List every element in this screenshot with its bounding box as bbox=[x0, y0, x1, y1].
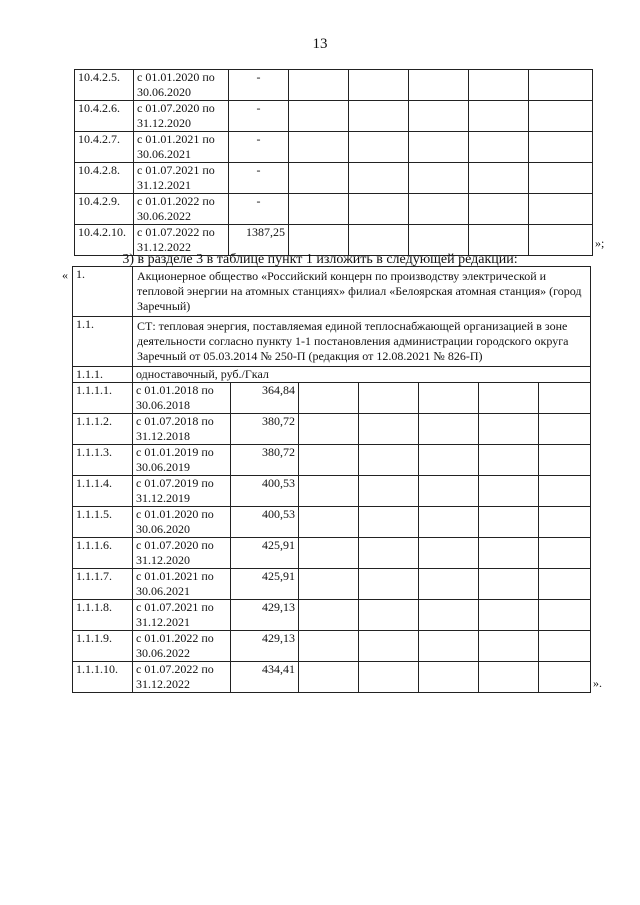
empty-cell bbox=[409, 194, 469, 225]
empty-cell bbox=[529, 132, 593, 163]
row-value: 400,53 bbox=[231, 476, 299, 507]
empty-cell bbox=[539, 631, 591, 662]
rate-type: одноставочный, руб./Гкал bbox=[133, 367, 591, 383]
table-row bbox=[73, 631, 591, 662]
row-code: 1.1.1.1. bbox=[73, 383, 133, 414]
empty-cell bbox=[359, 507, 419, 538]
table-row bbox=[73, 662, 591, 693]
empty-cell bbox=[349, 163, 409, 194]
table-row bbox=[73, 538, 591, 569]
row-period: с 01.07.2019 по 31.12.2019 bbox=[133, 476, 231, 507]
row-value: 1387,25 bbox=[229, 225, 289, 256]
row-value: 434,41 bbox=[231, 662, 299, 693]
row-code: 1.1.1.3. bbox=[73, 445, 133, 476]
empty-cell bbox=[529, 70, 593, 101]
empty-cell bbox=[299, 569, 359, 600]
row-code: 10.4.2.5. bbox=[75, 70, 134, 101]
row-code: 10.4.2.9. bbox=[75, 194, 134, 225]
row-code: 1.1.1.9. bbox=[73, 631, 133, 662]
table-row bbox=[73, 414, 591, 445]
empty-cell bbox=[479, 662, 539, 693]
row-period: с 01.01.2022 по 30.06.2022 bbox=[133, 631, 231, 662]
empty-cell bbox=[349, 101, 409, 132]
empty-cell bbox=[359, 476, 419, 507]
empty-cell bbox=[289, 70, 349, 101]
empty-cell bbox=[539, 662, 591, 693]
empty-cell bbox=[529, 225, 593, 256]
empty-cell bbox=[529, 101, 593, 132]
table-row bbox=[73, 569, 591, 600]
empty-cell bbox=[359, 383, 419, 414]
tariff-table-continued bbox=[74, 69, 593, 256]
empty-cell bbox=[539, 383, 591, 414]
row-value: 429,13 bbox=[231, 600, 299, 631]
empty-cell bbox=[529, 163, 593, 194]
empty-cell bbox=[419, 476, 479, 507]
empty-cell bbox=[469, 225, 529, 256]
empty-cell bbox=[469, 132, 529, 163]
row-period: с 01.07.2018 по 31.12.2018 bbox=[133, 414, 231, 445]
closing-quote-1: »; bbox=[595, 236, 605, 250]
row-period: с 01.07.2022 по 31.12.2022 bbox=[134, 225, 229, 256]
empty-cell bbox=[539, 538, 591, 569]
empty-cell bbox=[299, 600, 359, 631]
row-period: с 01.01.2022 по 30.06.2022 bbox=[134, 194, 229, 225]
empty-cell bbox=[529, 194, 593, 225]
row-period: с 01.01.2021 по 30.06.2021 bbox=[133, 569, 231, 600]
empty-cell bbox=[479, 476, 539, 507]
empty-cell bbox=[409, 101, 469, 132]
empty-cell bbox=[479, 600, 539, 631]
empty-cell bbox=[289, 225, 349, 256]
empty-cell bbox=[419, 631, 479, 662]
row-value: - bbox=[229, 132, 289, 163]
row-period: с 01.01.2018 по 30.06.2018 bbox=[133, 383, 231, 414]
table-row bbox=[75, 70, 593, 101]
closing-quote-2: ». bbox=[593, 676, 602, 690]
empty-cell bbox=[479, 569, 539, 600]
empty-cell bbox=[359, 414, 419, 445]
table-row bbox=[75, 225, 593, 256]
table-row bbox=[75, 132, 593, 163]
table-row bbox=[75, 101, 593, 132]
empty-cell bbox=[359, 538, 419, 569]
table-row bbox=[73, 445, 591, 476]
table-row bbox=[73, 507, 591, 538]
row-code: 10.4.2.10. bbox=[75, 225, 134, 256]
empty-cell bbox=[359, 600, 419, 631]
empty-cell bbox=[349, 132, 409, 163]
empty-cell bbox=[479, 414, 539, 445]
empty-cell bbox=[419, 662, 479, 693]
empty-cell bbox=[469, 101, 529, 132]
org-name: Акционерное общество «Российский концерн по производству электрической и тепловой энергии на атомных станциях» филиал «Белоярская атомная станция» (город Заречный) bbox=[133, 267, 591, 317]
row-value: 400,53 bbox=[231, 507, 299, 538]
row-value: - bbox=[229, 194, 289, 225]
empty-cell bbox=[299, 662, 359, 693]
empty-cell bbox=[469, 194, 529, 225]
empty-cell bbox=[539, 507, 591, 538]
row-value: - bbox=[229, 101, 289, 132]
table-row bbox=[73, 476, 591, 507]
empty-cell bbox=[359, 631, 419, 662]
ct-row bbox=[73, 317, 591, 367]
ct-code: 1.1. bbox=[73, 317, 133, 367]
row-value: - bbox=[229, 70, 289, 101]
empty-cell bbox=[349, 225, 409, 256]
empty-cell bbox=[299, 631, 359, 662]
org-row bbox=[73, 267, 591, 317]
empty-cell bbox=[419, 383, 479, 414]
row-period: с 01.07.2022 по 31.12.2022 bbox=[133, 662, 231, 693]
row-value: 425,91 bbox=[231, 569, 299, 600]
row-period: с 01.07.2021 по 31.12.2021 bbox=[134, 163, 229, 194]
amendment-heading: 3) в разделе 3 в таблице пункт 1 изложить в следующей редакции: bbox=[122, 252, 518, 267]
empty-cell bbox=[299, 538, 359, 569]
row-value: 380,72 bbox=[231, 414, 299, 445]
table-row bbox=[75, 194, 593, 225]
empty-cell bbox=[419, 538, 479, 569]
empty-cell bbox=[359, 662, 419, 693]
empty-cell bbox=[479, 383, 539, 414]
empty-cell bbox=[409, 70, 469, 101]
table-row bbox=[75, 163, 593, 194]
empty-cell bbox=[469, 70, 529, 101]
table-row bbox=[73, 383, 591, 414]
empty-cell bbox=[479, 445, 539, 476]
empty-cell bbox=[409, 225, 469, 256]
row-value: 364,84 bbox=[231, 383, 299, 414]
empty-cell bbox=[539, 445, 591, 476]
row-value: 380,72 bbox=[231, 445, 299, 476]
empty-cell bbox=[419, 445, 479, 476]
empty-cell bbox=[359, 569, 419, 600]
row-code: 1.1.1.7. bbox=[73, 569, 133, 600]
rate-row bbox=[73, 367, 591, 383]
empty-cell bbox=[359, 445, 419, 476]
empty-cell bbox=[299, 507, 359, 538]
row-code: 1.1.1.4. bbox=[73, 476, 133, 507]
row-code: 1.1.1.8. bbox=[73, 600, 133, 631]
empty-cell bbox=[289, 163, 349, 194]
empty-cell bbox=[419, 507, 479, 538]
row-code: 1.1.1.2. bbox=[73, 414, 133, 445]
row-code: 1.1.1.10. bbox=[73, 662, 133, 693]
row-period: с 01.07.2020 по 31.12.2020 bbox=[133, 538, 231, 569]
opening-quote: « bbox=[62, 268, 68, 282]
empty-cell bbox=[539, 476, 591, 507]
row-code: 10.4.2.7. bbox=[75, 132, 134, 163]
org-code: 1. bbox=[73, 267, 133, 317]
empty-cell bbox=[419, 569, 479, 600]
empty-cell bbox=[539, 569, 591, 600]
empty-cell bbox=[539, 414, 591, 445]
row-period: с 01.07.2020 по 31.12.2020 bbox=[134, 101, 229, 132]
empty-cell bbox=[299, 414, 359, 445]
empty-cell bbox=[409, 132, 469, 163]
empty-cell bbox=[349, 70, 409, 101]
empty-cell bbox=[479, 631, 539, 662]
row-value: - bbox=[229, 163, 289, 194]
empty-cell bbox=[419, 600, 479, 631]
row-value: 425,91 bbox=[231, 538, 299, 569]
row-period: с 01.07.2021 по 31.12.2021 bbox=[133, 600, 231, 631]
row-value: 429,13 bbox=[231, 631, 299, 662]
tariff-table-section-3 bbox=[72, 266, 591, 693]
empty-cell bbox=[299, 445, 359, 476]
row-code: 10.4.2.8. bbox=[75, 163, 134, 194]
page-number: 13 bbox=[312, 36, 328, 52]
empty-cell bbox=[539, 600, 591, 631]
empty-cell bbox=[349, 194, 409, 225]
row-code: 1.1.1.6. bbox=[73, 538, 133, 569]
empty-cell bbox=[289, 194, 349, 225]
empty-cell bbox=[479, 507, 539, 538]
table-row bbox=[73, 600, 591, 631]
empty-cell bbox=[289, 101, 349, 132]
empty-cell bbox=[409, 163, 469, 194]
rate-code: 1.1.1. bbox=[73, 367, 133, 383]
empty-cell bbox=[299, 383, 359, 414]
row-period: с 01.01.2019 по 30.06.2019 bbox=[133, 445, 231, 476]
row-period: с 01.01.2020 по 30.06.2020 bbox=[133, 507, 231, 538]
empty-cell bbox=[419, 414, 479, 445]
row-code: 1.1.1.5. bbox=[73, 507, 133, 538]
row-period: с 01.01.2021 по 30.06.2021 bbox=[134, 132, 229, 163]
row-period: с 01.01.2020 по 30.06.2020 bbox=[134, 70, 229, 101]
ct-description: СТ: тепловая энергия, поставляемая единой теплоснабжающей организацией в зоне деятельности согласно пункту 1-1 постановления администрации городского округа Заречный от 05.03.2014 № 250-П (редакция от 12.08.2021 № 826-П) bbox=[133, 317, 591, 367]
empty-cell bbox=[289, 132, 349, 163]
row-code: 10.4.2.6. bbox=[75, 101, 134, 132]
empty-cell bbox=[299, 476, 359, 507]
empty-cell bbox=[469, 163, 529, 194]
empty-cell bbox=[479, 538, 539, 569]
